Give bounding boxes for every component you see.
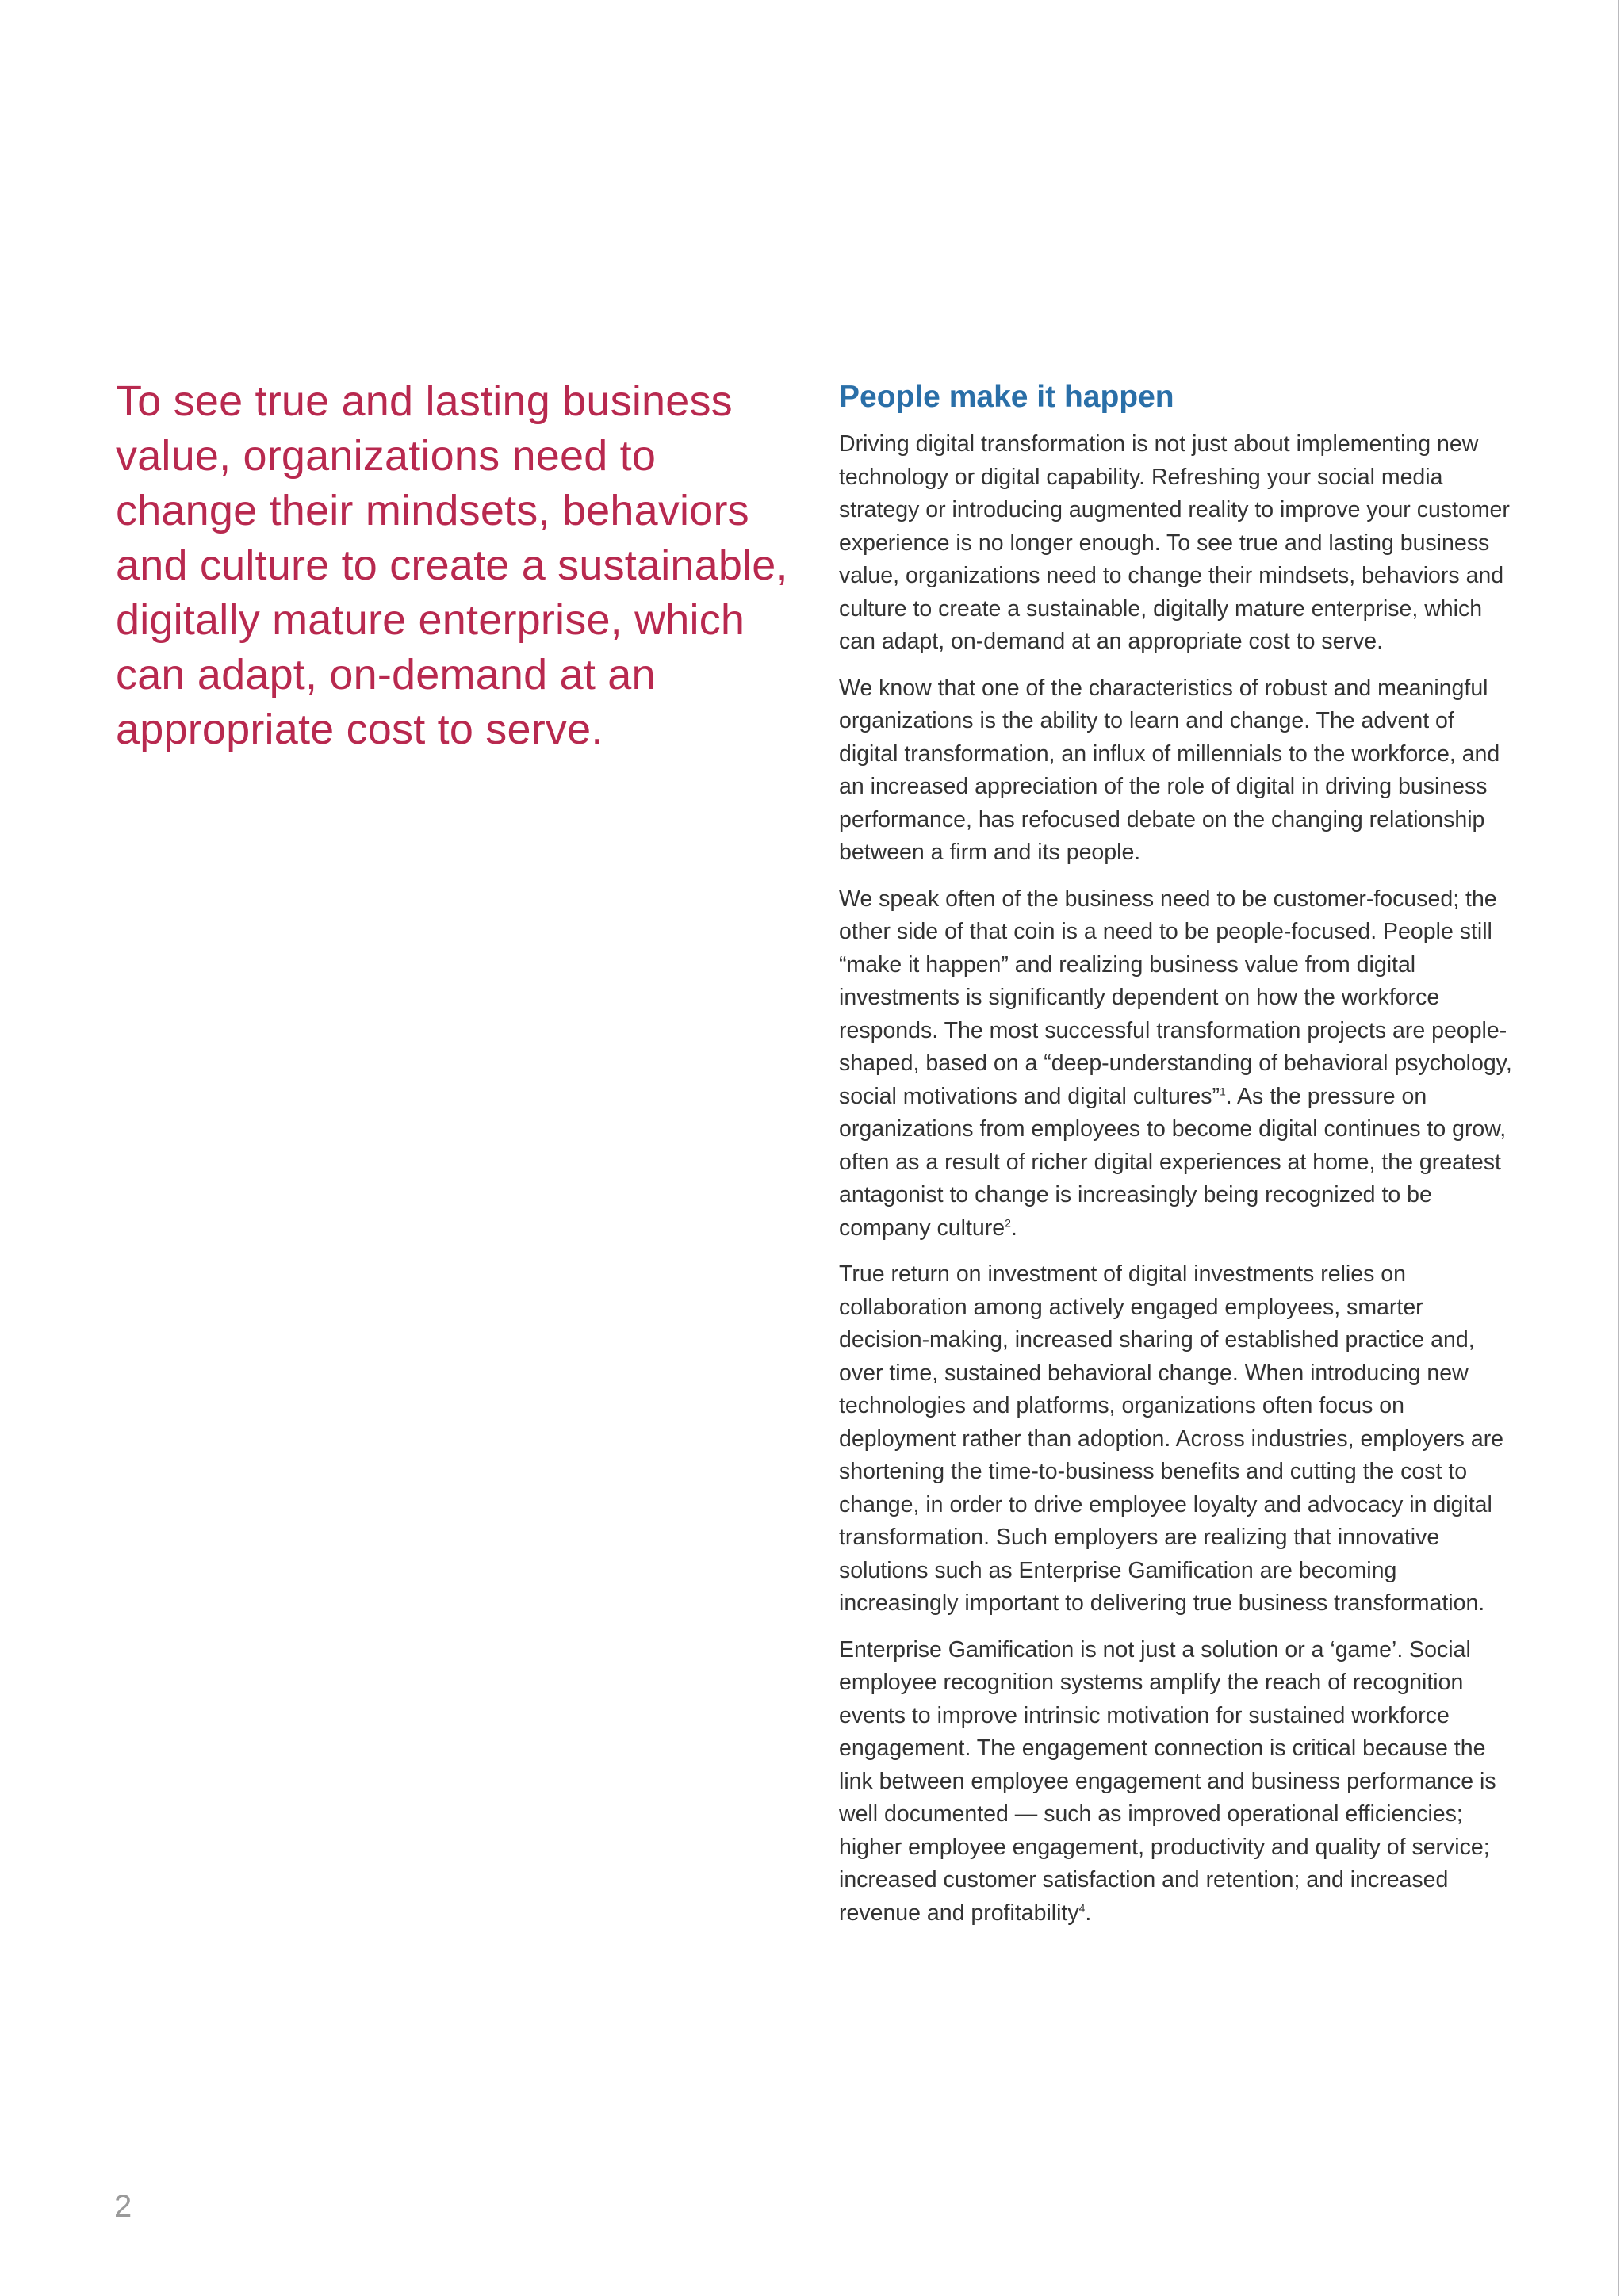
paragraph-4: True return on investment of digital investments relies on collaboration among actively engaged employees, smarter decision-making, increased sharing of established practice and, over time, sustained behavioral change. When introducing new technologies and platforms, organizations often focus on deployment rather than adoption. Across industries, employers are shortening the time-to-business benefits and cutting the cost to change, in order to drive employee loyalty and advocacy in digital transformation. Such employers are realizing that innovative solutions such as Enterprise Gamification are becoming increasingly important to delivering true business transformation. xyxy=(839,1261,1504,1616)
paragraph-1: Driving digital transformation is not just about implementing new technology or digital capability. Refreshing your social media strategy or introducing augmented reality to improve your customer experience is no longer enough. To see true and lasting business value, organizations need to change their mindsets, behaviors and culture to create a sustainable, digitally mature enterprise, which can adapt, on-demand at an appropriate cost to serve. xyxy=(839,431,1510,654)
page-number: 2 xyxy=(114,2189,132,2224)
paragraph-3-text-c: . xyxy=(1010,1215,1017,1241)
paragraph-5-text-b: . xyxy=(1085,1900,1092,1926)
article-column xyxy=(839,376,1513,1943)
footnote-ref-4: 4 xyxy=(1078,1901,1086,1914)
paragraph-3-text-b: . As the pressure on organizations from employees to become digital continues to grow, often as a result of richer digital experiences at home, the greatest antagonist to change is increasingly being recognized to be company culture xyxy=(839,1083,1507,1241)
paragraph-5 xyxy=(839,1634,1513,1931)
footnote-ref-2: 2 xyxy=(1005,1216,1011,1229)
paragraph-3-text-a: We speak often of the business need to be customer-focused; the other side of that coin is a need to be people-focused. People still “make it happen” and realizing business value from digital investments is significantly dependent on how the workforce responds. The most successful transformation projects are people-shaped, based on a “deep-understanding of behavioral psychology, social motivations and digital cultures” xyxy=(839,886,1512,1109)
paragraph-3 xyxy=(839,883,1513,1246)
section-heading: People make it happen xyxy=(839,380,1174,414)
paragraph-5-text-a: Enterprise Gamification is not just a solution or a ‘game’. Social employee recognition systems amplify the reach of recognition events to improve intrinsic motivation for sustained workforce engagement. The engagement connection is critical because the link between employee engagement and business performance is well documented — such as improved operational efficiencies; higher employee engagement, productivity and quality of service; increased customer satisfaction and retention; and increased revenue and profitability xyxy=(839,1636,1496,1926)
paragraph-2: We know that one of the characteristics of robust and meaningful organizations is the ability to learn and change. The advent of digital transformation, an influx of millennials to the workforce, and an increased appreciation of the role of digital in driving business performance, has refocused debate on the changing relationship between a firm and its people. xyxy=(839,675,1500,865)
pull-quote: To see true and lasting business value, organizations need to change their mindsets, behaviors and culture to create a sustainable, digitally mature enterprise, which can adapt, on-demand at an appropriate cost to serve. xyxy=(116,377,788,753)
footnote-ref-1: 1 xyxy=(1219,1085,1226,1097)
page-edge-divider xyxy=(1618,0,1619,2296)
